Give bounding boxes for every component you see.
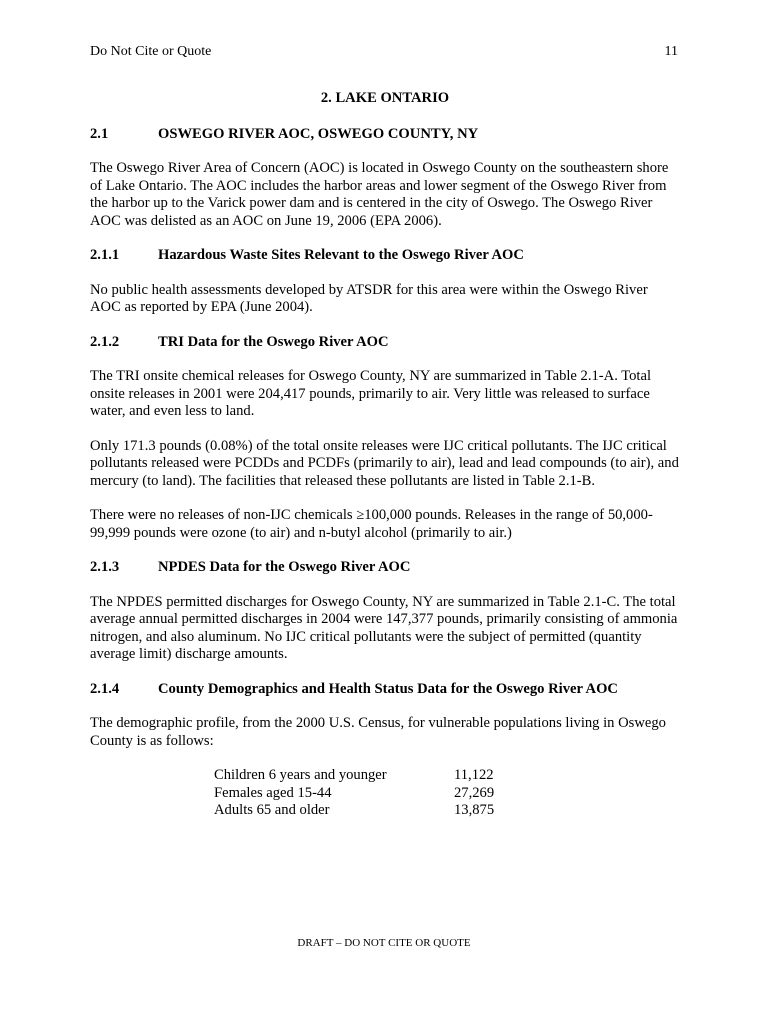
- demographic-label: Children 6 years and younger: [214, 767, 387, 783]
- demographic-value: 27,269: [454, 784, 495, 801]
- list-item: [214, 785, 680, 803]
- demographic-value: 13,875: [454, 802, 495, 818]
- section-title: TRI Data for the Oswego River AOC: [158, 333, 389, 350]
- section-heading-2-1: [90, 126, 680, 144]
- page-number: 11: [664, 44, 678, 59]
- section-title: NPDES Data for the Oswego River AOC: [158, 559, 411, 575]
- page-footer: DRAFT – DO NOT CITE OR QUOTE: [297, 937, 471, 949]
- section-number: 2.1.1: [90, 247, 120, 263]
- demographic-value: 11,122: [454, 767, 494, 783]
- running-header: Do Not Cite or Quote: [90, 44, 212, 59]
- paragraph: The TRI onsite chemical releases for Oswego County, NY are summarized in Table 2.1-A. Total onsite releases in 2001 were 204,417 pounds, primarily to air. Very little was released to surface water, and even less to land.: [90, 368, 652, 419]
- section-number: 2.1.2: [90, 333, 120, 350]
- paragraph: The demographic profile, from the 2000 U.S. Census, for vulnerable populations living in Oswego County is as follows:: [90, 715, 666, 749]
- paragraph: The NPDES permitted discharges for Oswego County, NY are summarized in Table 2.1-C. The total average annual permitted discharges in 2004 were 147,377 pounds, primarily consisting of ammonia nitrogen, and also aluminum. No IJC critical pollutants were the subject of permitted (quantity average limit) discharge amounts.: [90, 593, 678, 662]
- paragraph: There were no releases of non-IJC chemicals ≥100,000 pounds. Releases in the range of 50,000-99,999 pounds were ozone (to air) and n-butyl alcohol (primarily to air.): [90, 507, 653, 541]
- section-number: 2.1.3: [90, 559, 120, 575]
- section-title: OSWEGO RIVER AOC, OSWEGO COUNTY, NY: [158, 125, 479, 142]
- page-content: [90, 90, 680, 820]
- section-title: Hazardous Waste Sites Relevant to the Oswego River AOC: [158, 247, 524, 263]
- section-number: 2.1.4: [90, 680, 120, 697]
- paragraph: No public health assessments developed by ATSDR for this area were within the Oswego River AOC as reported by EPA (June 2004).: [90, 281, 648, 315]
- demographic-label: Adults 65 and older: [214, 802, 330, 818]
- list-item: [214, 767, 680, 785]
- section-heading-2-1-1: [90, 247, 680, 265]
- paragraph: Only 171.3 pounds (0.08%) of the total onsite releases were IJC critical pollutants. The IJC critical pollutants released were PCDDs and PCDFs (primarily to air), lead and lead compounds (to air), and mercury (to land). The facilities that released these pollutants are listed in Table 2.1-B.: [90, 437, 679, 489]
- demographic-label: Females aged 15-44: [214, 784, 332, 801]
- section-number: 2.1: [90, 125, 109, 142]
- section-title: County Demographics and Health Status Data for the Oswego River AOC: [158, 680, 618, 697]
- paragraph: The Oswego River Area of Concern (AOC) is located in Oswego County on the southeastern shore of Lake Ontario. The AOC includes the harbor areas and lower segment of the Oswego River from the harbor up to the Varick power dam and is centered in the city of Oswego. The Oswego River AOC was delisted as an AOC on June 19, 2006 (EPA 2006).: [90, 160, 669, 229]
- section-heading-2-1-4: [90, 681, 680, 699]
- section-heading-2-1-3: [90, 559, 680, 577]
- demographics-list: [214, 767, 680, 820]
- list-item: [214, 802, 680, 820]
- chapter-title: 2. LAKE ONTARIO: [320, 90, 450, 106]
- section-heading-2-1-2: [90, 334, 680, 352]
